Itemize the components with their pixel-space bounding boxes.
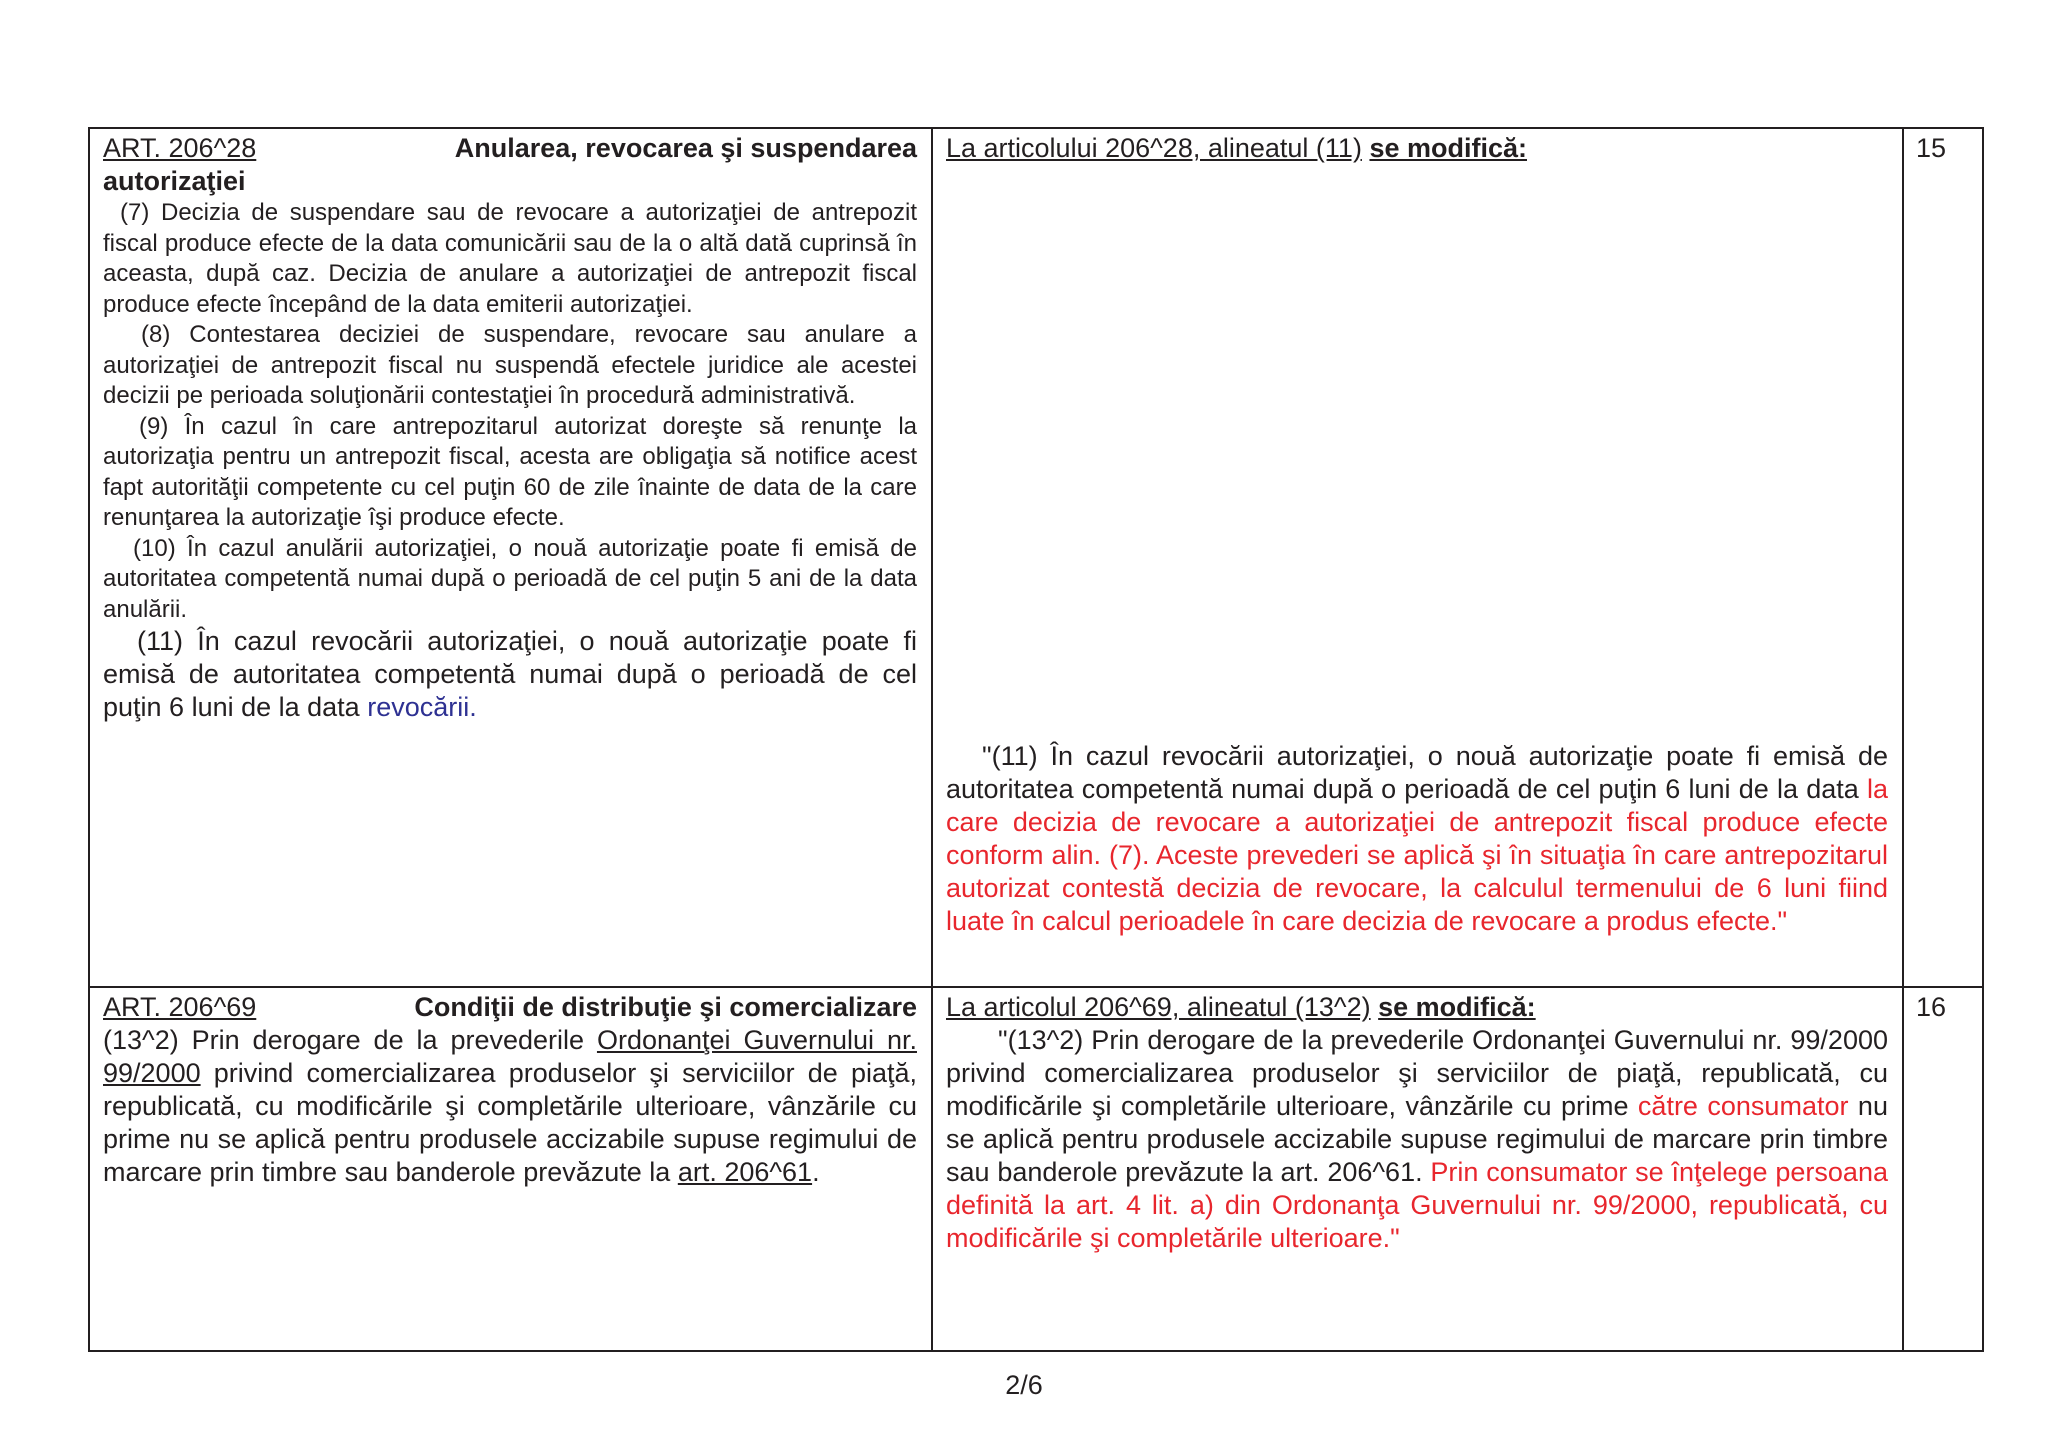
article-paragraphs (103, 198, 917, 625)
page-number: 2/6 (1005, 1370, 1043, 1400)
amendment-change: Prin consumator se înţelege persoana definită la art. 4 lit. a) din Ordonanţa Guvernului nr. 99/2000, republicată, cu modificările şi completările ulterioare." (946, 1157, 1888, 1253)
amendments-table (88, 127, 1984, 1352)
paragraph-10: (10) În cazul anulării autorizaţiei, o nouă autorizaţie poate fi emisă de autoritatea competentă numai după o perioadă de cel puţin 5 ani de la data anulării. (103, 534, 917, 623)
amendment-change: către consumator (1637, 1091, 1849, 1121)
law-reference-link[interactable]: Ordonanţei Guvernului nr. 99/2000 (103, 1025, 917, 1088)
article-title: Condiţii de distribuţie şi comercializare (414, 992, 917, 1022)
article-reference: ART. 206^28 (103, 133, 257, 163)
amendment-cell (932, 987, 1903, 1351)
paragraph-13-2: (13^2) Prin derogare de la prevederile Ordonanţei Guvernului nr. 99/2000 privind comercializarea produselor şi serviciilor de piaţă, republicată, cu modificările şi completările ulterioare, vânzările cu prime nu se aplică pentru produsele accizabile supuse regimului de marcare prin timbre sau banderole prevăzute la art. 206^61. (103, 1025, 917, 1187)
table-row (89, 128, 1983, 987)
article-reference-link[interactable]: art. 206^61 (677, 1157, 813, 1187)
article-title: Anularea, revocarea şi suspendarea (454, 133, 917, 163)
highlighted-word: revocării. (367, 692, 477, 722)
article-heading (103, 132, 917, 165)
paragraph-7: (7) Decizia de suspendare sau de revocare a autorizaţiei de antrepozit fiscal produce efecte de la data comunicării sau de la o altă dată cuprinsă în aceasta, după caz. Decizia de anulare a autorizaţiei de antrepozit fiscal produce efecte începând de la data emiterii autorizaţiei. (103, 199, 917, 318)
article-reference: ART. 206^69 (103, 992, 257, 1022)
amendment-intro: La articolul 206^69, alineatul (13^2) se modifică: (946, 992, 1536, 1022)
amendment-cell (932, 128, 1903, 987)
amendment-intro: La articolului 206^28, alineatul (11) se modifică: (946, 133, 1527, 163)
current-text-cell (89, 128, 932, 987)
paragraph-9: (9) În cazul în care antrepozitarul autorizat doreşte să renunţe la autorizaţia pentru un antrepozit fiscal, acesta are obligaţia să notifice acest fapt autorităţii competente cu cel puţin 60 de zile înainte de data de la care renunţarea la autorizaţie îşi produce efecte. (103, 412, 917, 531)
row-number: 15 (1903, 128, 1983, 987)
article-heading (103, 991, 917, 1024)
paragraph-11: (11) În cazul revocării autorizaţiei, o nouă autorizaţie poate fi emisă de autoritatea competentă numai după o perioadă de cel puţin 6 luni de la data revocării. (103, 626, 917, 722)
amended-paragraph-13-2: "(13^2) Prin derogare de la prevederile Ordonanţei Guvernului nr. 99/2000 privind comercializarea produselor şi serviciilor de piaţă, republicată, cu modificările şi completările ulterioare, vânzările cu prime către consumator nu se aplică pentru produsele accizabile supuse regimului de marcare prin timbre sau banderole prevăzute la art. 206^61. Prin consumator se înţelege persoana definită la art. 4 lit. a) din Ordonanţa Guvernului nr. 99/2000, republicată, cu modificările şi completările ulterioare." (946, 1025, 1888, 1253)
current-text-cell (89, 987, 932, 1351)
amended-paragraph-11: "(11) În cazul revocării autorizaţiei, o nouă autorizaţie poate fi emisă de autoritatea competentă numai după o perioadă de cel puţin 6 luni de la data la care decizia de revocare a autorizaţiei de antrepozit fiscal produce efecte conform alin. (7). Aceste prevederi se aplică şi în situaţia în care antrepozitarul autorizat contestă decizia de revocare, la calculul termenului de 6 luni fiind luate în calcul perioadele în care decizia de revocare a produs efecte." (946, 741, 1888, 936)
table-row (89, 987, 1983, 1351)
article-title-continued: autorizaţiei (103, 166, 246, 196)
amendment-change: la care decizia de revocare a autorizaţiei de antrepozit fiscal produce efecte conform alin. (7). Aceste prevederi se aplică şi în situaţia în care antrepozitarul autorizat contestă decizia de revocare, la calculul termenului de 6 luni fiind luate în calcul perioadele în care decizia de revocare a produs efecte." (946, 774, 1888, 936)
paragraph-8: (8) Contestarea deciziei de suspendare, revocare sau anulare a autorizaţiei de antrepozit fiscal nu suspendă efectele juridice ale acestei decizii pe perioada soluţionării contestaţiei în procedură administrativă. (103, 321, 917, 409)
row-number: 16 (1903, 987, 1983, 1351)
